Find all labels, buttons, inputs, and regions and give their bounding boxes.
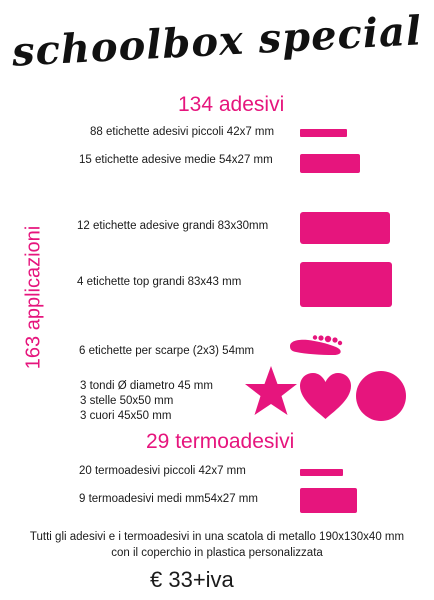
item-label-termo-piccoli: 20 termoadesivi piccoli 42x7 mm (79, 465, 246, 477)
footer-description (0, 529, 434, 561)
medium-iron-on-shape (300, 488, 357, 513)
item-label-piccoli: 88 etichette adesivi piccoli 42x7 mm (90, 126, 275, 138)
section-heading-adesivi: 134 adesivi (178, 93, 285, 116)
total-applications-label: 163 applicazioni (22, 225, 45, 370)
shoe-label-footprint-icon (286, 330, 346, 356)
star-label-icon (244, 365, 298, 419)
round-label-icon (356, 371, 406, 421)
medium-label-shape (300, 154, 360, 173)
large-label-shape (300, 212, 390, 244)
heart-label-icon (298, 372, 353, 420)
item-label-scarpe: 6 etichette per scarpe (2x3) 54mm (79, 345, 255, 357)
item-label-cuori: 3 cuori 45x50 mm (80, 410, 172, 422)
item-label-top-grandi: 4 etichette top grandi 83x43 mm (77, 276, 242, 288)
section-heading-termoadesivi: 29 termoadesivi (146, 430, 295, 453)
footer-line-1: Tutti gli adesivi e i termoadesivi in una scatola di metallo 190x130x40 mm (29, 531, 405, 543)
footer-line-2: con il coperchio in plastica personalizzata (111, 547, 323, 559)
item-label-medie: 15 etichette adesive medie 54x27 mm (79, 154, 273, 166)
small-iron-on-shape (300, 469, 343, 476)
item-label-tondi: 3 tondi Ø diametro 45 mm (80, 380, 213, 392)
page-title: schoolbox special (10, 7, 424, 76)
price-label: € 33+iva (150, 567, 234, 592)
small-label-shape (300, 129, 347, 137)
item-label-termo-medi: 9 termoadesivi medi mm54x27 mm (79, 493, 258, 505)
item-label-grandi: 12 etichette adesive grandi 83x30mm (77, 220, 269, 232)
top-label-shape (300, 262, 392, 307)
item-label-stelle: 3 stelle 50x50 mm (80, 395, 174, 407)
